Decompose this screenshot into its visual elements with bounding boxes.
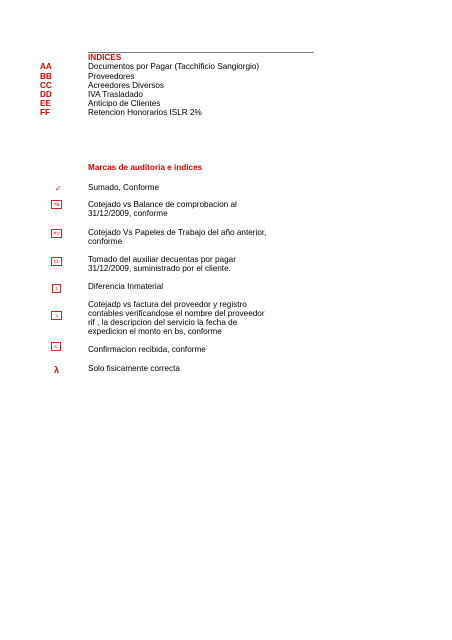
index-code: BB <box>40 72 52 81</box>
pv-icon: PV <box>51 229 62 238</box>
marca-description: conforme <box>88 237 123 246</box>
marca-description: Confirmacion recibida, conforme <box>88 345 206 354</box>
marca-description: Cotejadp vs factura del proveedor y registro <box>88 300 247 309</box>
marca-description: Cotejado vs Balance de comprobacion al <box>88 200 237 209</box>
marca-description: Cotejado Vs Papeles de Trabajo del año anterior, <box>88 228 267 237</box>
index-description: Documentos por Pagar (Tacchificio Sangiorgio) <box>88 62 260 71</box>
index-code: FF <box>40 108 51 117</box>
index-description: IVA Trasladado <box>88 90 143 99</box>
marca-description: Solo fisicamente correcta <box>88 364 180 373</box>
index-code: EE <box>40 99 51 108</box>
marca-description: 31/12/2009, suministrado por el cliente. <box>88 264 231 273</box>
index-description: Proveedores <box>88 72 135 81</box>
indices-title: INDICES <box>88 53 122 62</box>
header-rule <box>88 52 314 53</box>
marca-description: Diferencia Inmaterial <box>88 282 164 291</box>
marca-description: rif , la descripcion del servicio la fecha de <box>88 318 238 327</box>
tick-box-icon: ↘ <box>51 311 62 320</box>
marca-description: Sumado, Conforme <box>88 183 159 192</box>
index-description: Anticipo de Clientes <box>88 99 161 108</box>
c-icon: C <box>51 342 61 351</box>
marca-description: 31/12/2009, conforme <box>88 209 168 218</box>
index-code: CC <box>40 81 52 90</box>
marca-description: Tomado del auxiliar decuentas por pagar <box>88 255 236 264</box>
index-code: DD <box>40 90 52 99</box>
index-description: Retencion Honorarios ISLR 2% <box>88 108 202 117</box>
checkmark-icon: ✓ <box>55 184 62 193</box>
index-code: AA <box>40 62 52 71</box>
marcas-title: Marcas de auditoria e indices <box>88 163 203 172</box>
index-description: Acreedores Diversos <box>88 81 164 90</box>
marca-description: expedicion el monto en bs, conforme <box>88 327 222 336</box>
lambda-icon: λ <box>54 365 60 375</box>
tb-icon: TB <box>51 200 62 209</box>
marca-description: contables verificandose el nombre del proveedor <box>88 309 265 318</box>
cl-icon: CL <box>51 257 62 266</box>
i-icon: I <box>52 284 61 293</box>
